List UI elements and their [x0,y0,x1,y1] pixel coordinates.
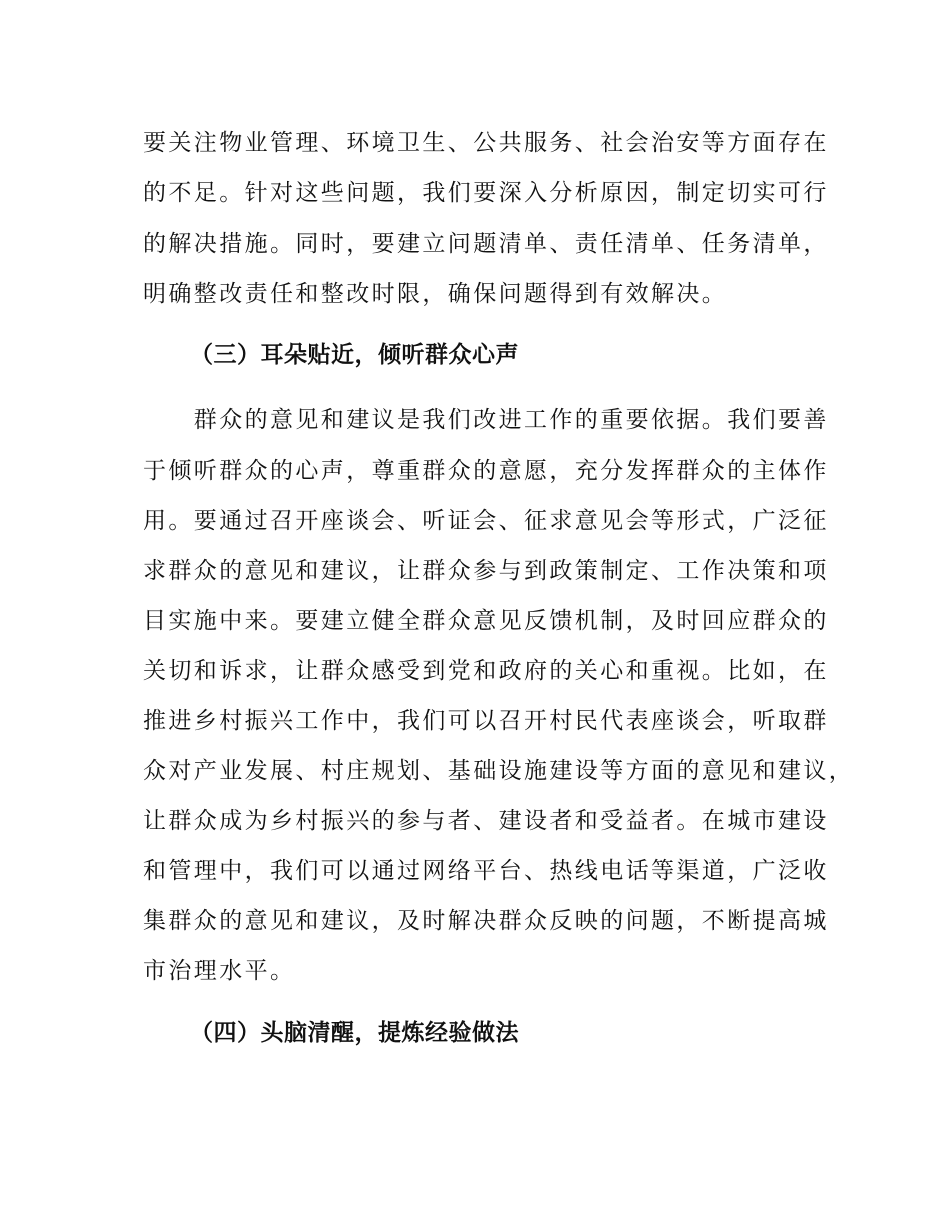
paragraph-line: 群众的意见和建议是我们改进工作的重要依据。我们要善 [143,407,829,433]
paragraph-line: 目实施中来。要建立健全群众意见反馈机制，及时回应群众的 [143,608,829,634]
paragraph-line: 众对产业发展、村庄规划、基础设施建设等方面的意见和建议， [143,758,855,784]
paragraph-line: 于倾听群众的心声，尊重群众的意愿，充分发挥群众的主体作 [143,458,829,484]
paragraph-line: 明确整改责任和整改时限，确保问题得到有效解决。 [143,281,728,307]
paragraph-line: 要关注物业管理、环境卫生、公共服务、社会治安等方面存在 [143,130,829,156]
paragraph-line: 集群众的意见和建议，及时解决群众反映的问题，不断提高城 [143,908,829,934]
paragraph-line: 的不足。针对这些问题，我们要深入分析原因，制定切实可行 [143,180,829,206]
paragraph-line: 的解决措施。同时，要建立问题清单、责任清单、任务清单， [143,231,829,257]
section-heading-4: （四）头脑清醒，提炼经验做法 [190,1020,519,1046]
section-heading-3: （三）耳朵贴近，倾听群众心声 [190,342,519,368]
paragraph-line: 推进乡村振兴工作中，我们可以召开村民代表座谈会，听取群 [143,708,829,734]
paragraph-line: 和管理中，我们可以通过网络平台、热线电话等渠道，广泛收 [143,858,829,884]
paragraph-line: 求群众的意见和建议，让群众参与到政策制定、工作决策和项 [143,558,829,584]
paragraph-line: 用。要通过召开座谈会、听证会、征求意见会等形式，广泛征 [143,508,829,534]
paragraph-line: 市治理水平。 [143,958,296,984]
paragraph-line: 关切和诉求，让群众感受到党和政府的关心和重视。比如，在 [143,658,829,684]
paragraph-line: 让群众成为乡村振兴的参与者、建设者和受益者。在城市建设 [143,808,829,834]
